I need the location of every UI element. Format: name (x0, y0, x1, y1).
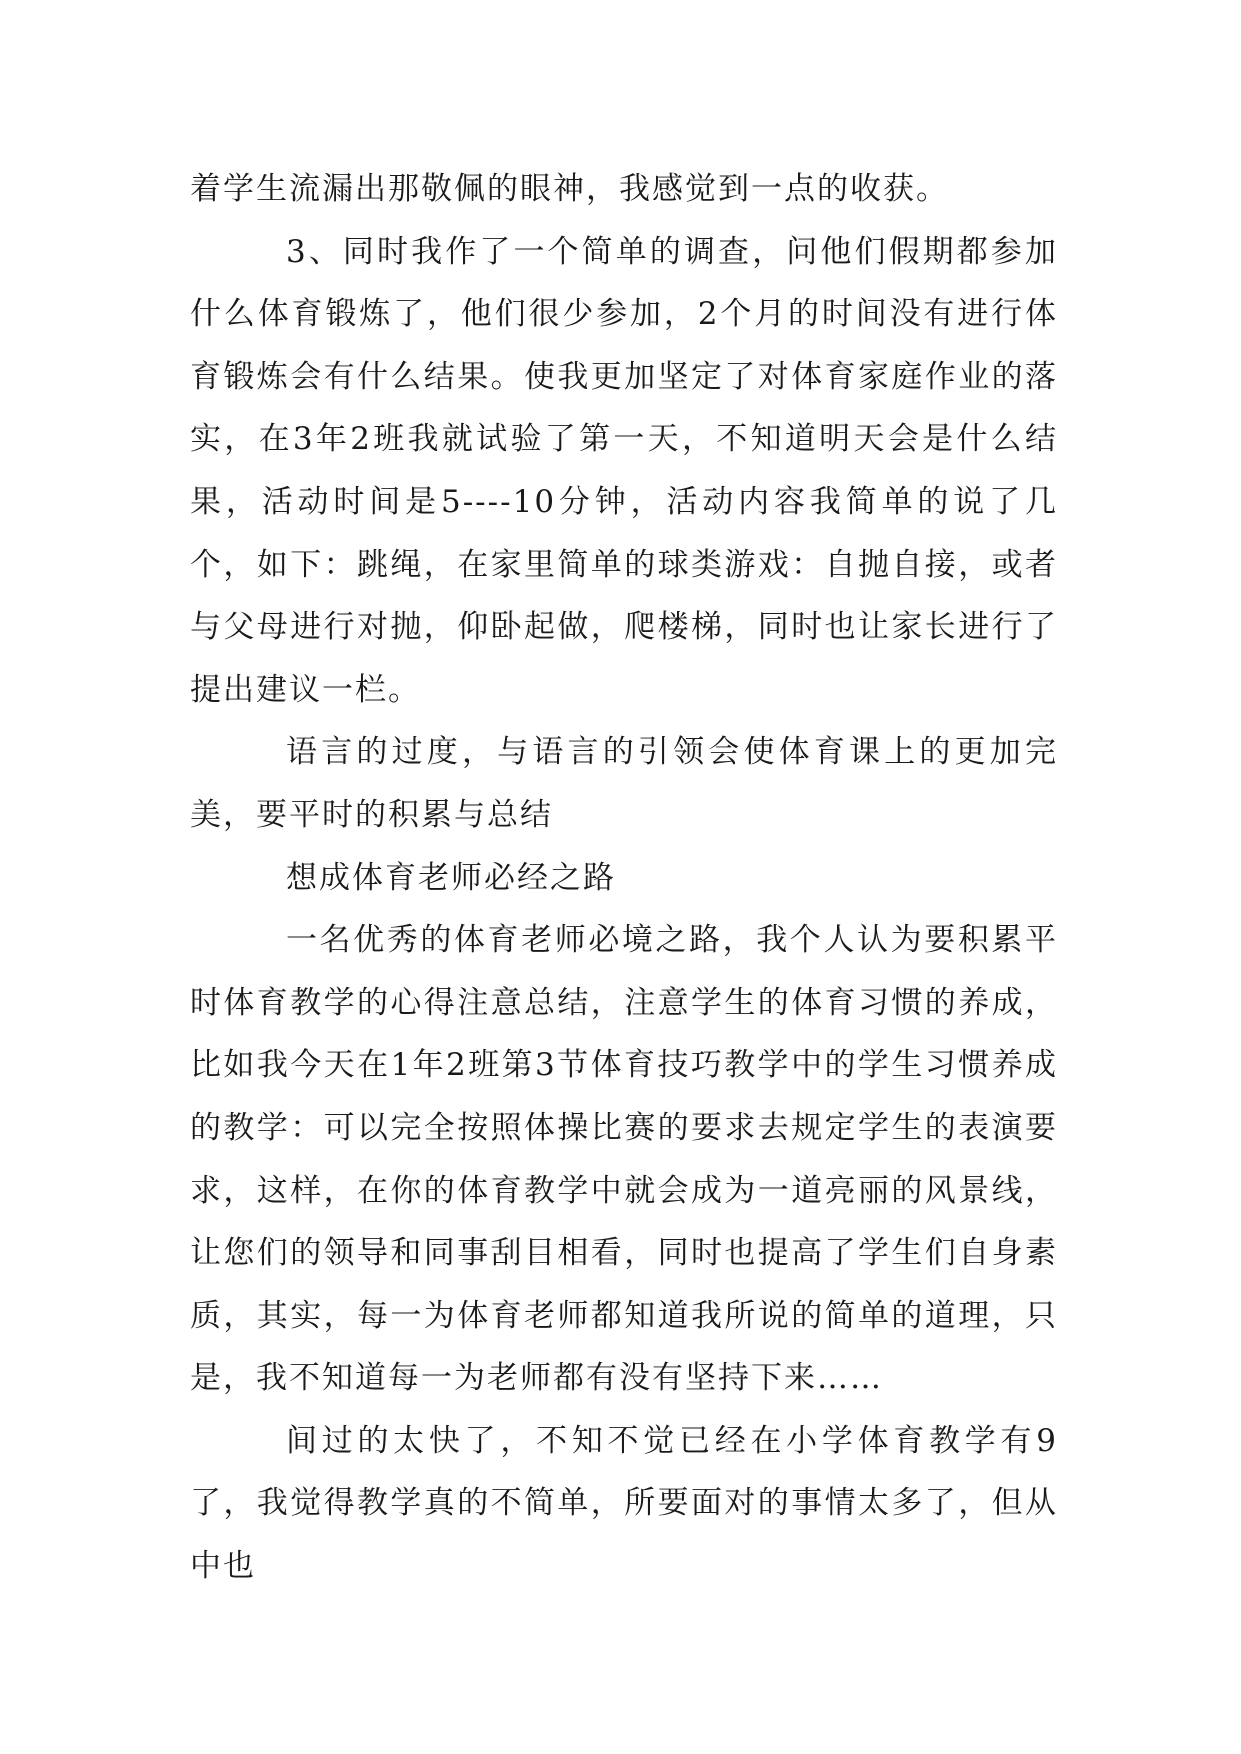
paragraph-3: 语言的过度，与语言的引领会使体育课上的更加完美，要平时的积累与总结 (190, 734, 1058, 833)
paragraph-5: 间过的太快了，不知不觉已经在小学体育教学有9了，我觉得教学真的不简单，所要面对的事情太多了，但从中也 (190, 1422, 1058, 1585)
paragraph-4: 一名优秀的体育老师必境之路，我个人认为要积累平时体育教学的心得注意总结，注意学生的体育习惯的养成，比如我今天在1年2班第3节体育技巧教学中的学生习惯养成的教学：可以完全按照体操比赛的要求去规定学生的表演要求，这样，在你的体育教学中就会成为一道亮丽的风景线，让您们的领导和同事刮目相看，同时也提高了学生们自身素质，其实，每一为体育老师都知道我所说的简单的道理，只是，我不知道每一为老师都有没有坚持下来…… (190, 922, 1058, 1397)
paragraph-2: 3、同时我作了一个简单的调查，问他们假期都参加什么体育锻炼了，他们很少参加，2个月的时间没有进行体育锻炼会有什么结果。使我更加坚定了对体育家庭作业的落实，在3年2班我就试验了第一天，不知道明天会是什么结果，活动时间是5----10分钟，活动内容我简单的说了几个，如下：跳绳，在家里简单的球类游戏：自抛自接，或者与父母进行对抛，仰卧起做，爬楼梯，同时也让家长进行了提出建议一栏。 (190, 233, 1058, 708)
document-page (190, 158, 1058, 1598)
paragraph-1: 着学生流漏出那敬佩的眼神，我感觉到一点的收获。 (190, 171, 949, 207)
section-heading: 想成体育老师必经之路 (286, 859, 616, 896)
